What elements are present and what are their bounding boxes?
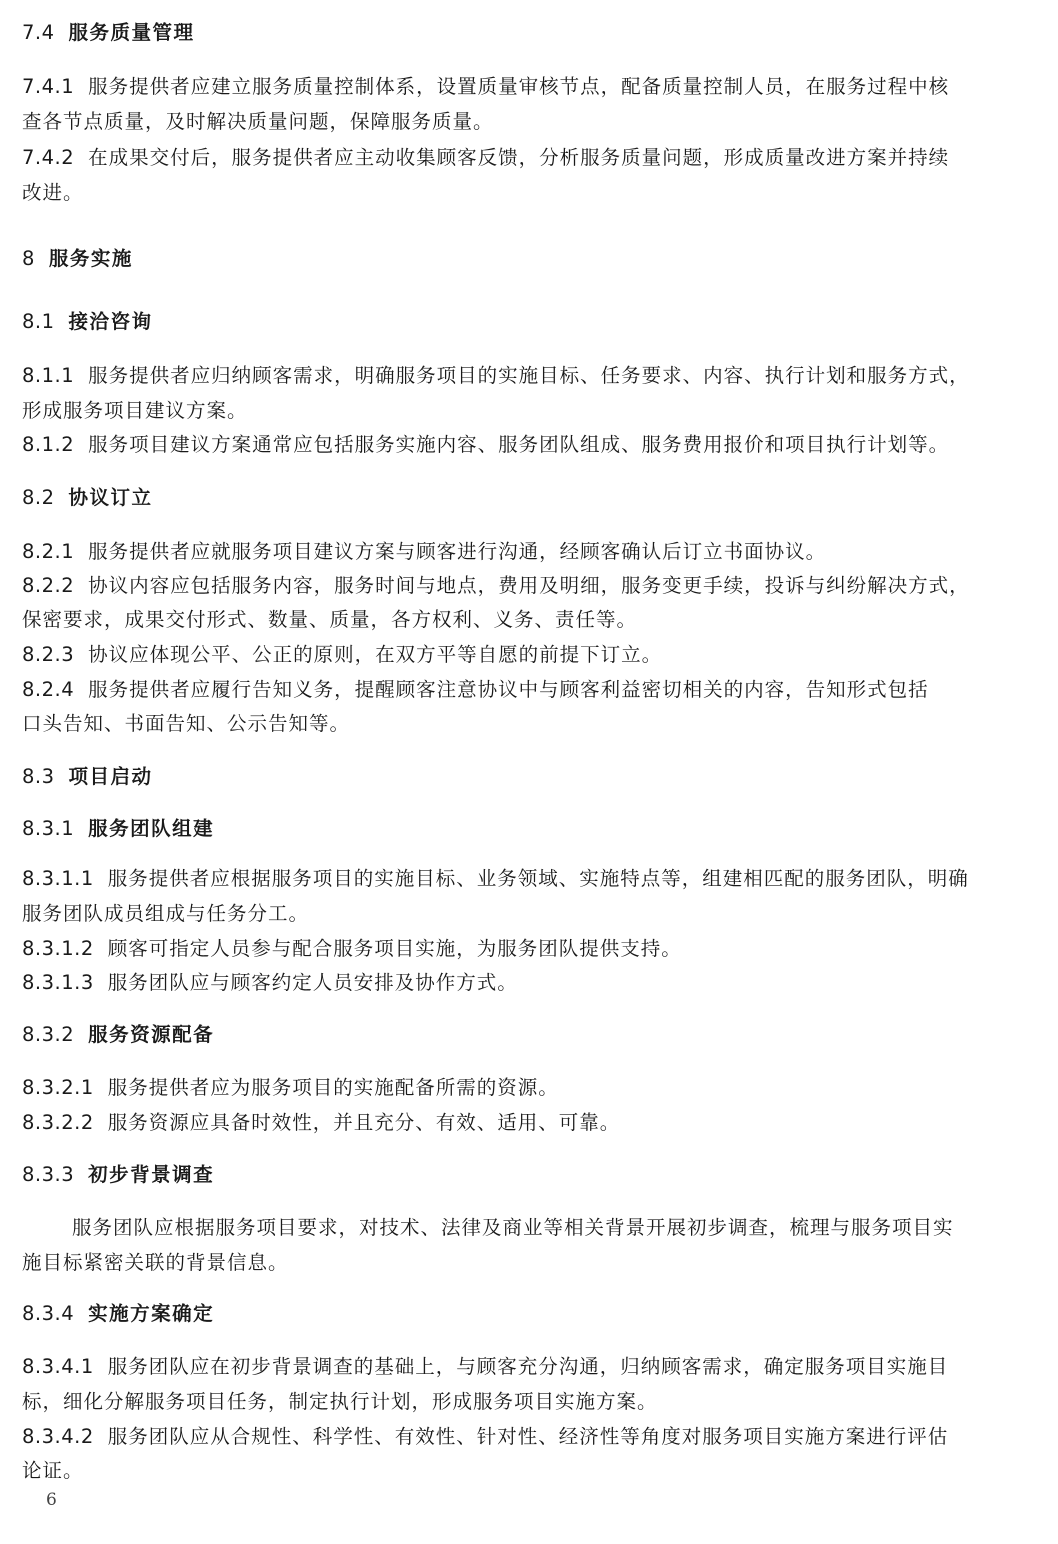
clause-number: 7.4.1	[22, 75, 75, 98]
paragraph-line	[22, 432, 1036, 458]
line-text: 服务质量管理	[68, 21, 195, 44]
paragraph-line	[22, 573, 1036, 599]
clause-number: 8.3.2.1	[22, 1076, 94, 1099]
line-text: 服务项目建议方案通常应包括服务实施内容、服务团队组成、服务费用报价和项目执行计划等。	[88, 433, 950, 456]
section-heading	[22, 764, 1036, 790]
paragraph-line	[22, 936, 1036, 962]
clause-number: 8.3	[22, 765, 55, 788]
line-text: 初步背景调查	[88, 1163, 215, 1186]
line-text: 协议内容应包括服务内容，服务时间与地点，费用及明细，服务变更手续，投诉与纠纷解决方式，	[88, 574, 970, 597]
clause-number: 8.1	[22, 310, 55, 333]
section-heading	[22, 246, 1036, 272]
line-text: 查各节点质量，及时解决质量问题，保障服务质量。	[22, 110, 494, 133]
clause-number: 8.3.1.2	[22, 937, 94, 960]
line-text: 服务团队应在初步背景调查的基础上，与顾客充分沟通，归纳顾客需求，确定服务项目实施目	[107, 1355, 949, 1378]
paragraph-line	[22, 1250, 1036, 1276]
line-text: 口头告知、书面告知、公示告知等。	[22, 712, 351, 735]
paragraph-line	[72, 1215, 1036, 1241]
paragraph-line	[22, 1389, 1036, 1415]
line-text: 服务团队应从合规性、科学性、有效性、针对性、经济性等角度对服务项目实施方案进行评估	[107, 1425, 949, 1448]
paragraph-line	[22, 677, 1036, 703]
clause-number: 7.4	[22, 21, 55, 44]
line-text: 服务团队成员组成与任务分工。	[22, 902, 310, 925]
line-text: 协议应体现公平、公正的原则，在双方平等自愿的前提下订立。	[88, 643, 663, 666]
section-heading	[22, 485, 1036, 511]
clause-number: 8.2.3	[22, 643, 75, 666]
paragraph-line	[22, 363, 1036, 389]
line-text: 改进。	[22, 181, 84, 204]
line-text: 协议订立	[68, 486, 153, 509]
line-text: 服务团队组建	[88, 817, 215, 840]
line-text: 标，细化分解服务项目任务，制定执行计划，形成服务项目实施方案。	[22, 1390, 658, 1413]
paragraph-line	[22, 1424, 1036, 1450]
clause-number: 8.3.4.1	[22, 1355, 94, 1378]
line-text: 顾客可指定人员参与配合服务项目实施，为服务团队提供支持。	[107, 937, 682, 960]
clause-number: 8.2.4	[22, 678, 75, 701]
clause-number: 8.3.3	[22, 1163, 75, 1186]
line-text: 形成服务项目建议方案。	[22, 399, 248, 422]
clause-number: 8.3.1.1	[22, 867, 94, 890]
paragraph-line	[22, 74, 1036, 100]
paragraph-line	[22, 398, 1036, 424]
section-heading	[22, 1022, 1036, 1048]
paragraph-line	[22, 970, 1036, 996]
paragraph-line	[22, 109, 1036, 135]
clause-number: 8.2	[22, 486, 55, 509]
clause-number: 8.1.1	[22, 364, 75, 387]
paragraph-line	[22, 901, 1036, 927]
line-text: 论证。	[22, 1459, 84, 1482]
paragraph-line	[22, 1354, 1036, 1380]
line-text: 服务提供者应根据服务项目的实施目标、业务领域、实施特点等，组建相匹配的服务团队，明确	[107, 867, 969, 890]
section-heading	[22, 816, 1036, 842]
line-text: 服务提供者应履行告知义务，提醒顾客注意协议中与顾客利益密切相关的内容，告知形式包括	[88, 678, 929, 701]
paragraph-line	[22, 607, 1036, 633]
section-heading	[22, 1301, 1036, 1327]
paragraph-line	[22, 866, 1036, 892]
clause-number: 7.4.2	[22, 146, 75, 169]
line-text: 接洽咨询	[68, 310, 153, 333]
clause-number: 8.3.2.2	[22, 1111, 94, 1134]
line-text: 服务提供者应建立服务质量控制体系，设置质量审核节点，配备质量控制人员，在服务过程中核	[88, 75, 950, 98]
line-text: 保密要求，成果交付形式、数量、质量，各方权利、义务、责任等。	[22, 608, 638, 631]
line-text: 服务提供者应归纳顾客需求，明确服务项目的实施目标、任务要求、内容、执行计划和服务方式，	[88, 364, 970, 387]
line-text: 服务提供者应为服务项目的实施配备所需的资源。	[107, 1076, 559, 1099]
line-text: 项目启动	[68, 765, 153, 788]
paragraph-line	[22, 711, 1036, 737]
section-heading	[22, 1162, 1036, 1188]
section-heading	[22, 20, 1036, 46]
paragraph-line	[22, 1110, 1036, 1136]
page-number: 6	[46, 1490, 57, 1510]
clause-number: 8	[22, 247, 35, 270]
paragraph-line	[22, 642, 1036, 668]
clause-number: 8.2.2	[22, 574, 75, 597]
line-text: 服务提供者应就服务项目建议方案与顾客进行沟通，经顾客确认后订立书面协议。	[88, 540, 827, 563]
clause-number: 8.3.2	[22, 1023, 75, 1046]
line-text: 服务实施	[48, 247, 133, 270]
line-text: 服务团队应根据服务项目要求，对技术、法律及商业等相关背景开展初步调查，梳理与服务项目实	[72, 1216, 954, 1239]
line-text: 服务团队应与顾客约定人员安排及协作方式。	[107, 971, 518, 994]
section-heading	[22, 309, 1036, 335]
clause-number: 8.3.4	[22, 1302, 75, 1325]
clause-number: 8.3.1	[22, 817, 75, 840]
line-text: 服务资源应具备时效性，并且充分、有效、适用、可靠。	[107, 1111, 621, 1134]
line-text: 在成果交付后，服务提供者应主动收集顾客反馈，分析服务质量问题，形成质量改进方案并持续	[88, 146, 950, 169]
clause-number: 8.3.1.3	[22, 971, 94, 994]
line-text: 服务资源配备	[88, 1023, 215, 1046]
paragraph-line	[22, 1075, 1036, 1101]
paragraph-line	[22, 539, 1036, 565]
paragraph-line	[22, 180, 1036, 206]
clause-number: 8.2.1	[22, 540, 75, 563]
line-text: 实施方案确定	[88, 1302, 215, 1325]
clause-number: 8.3.4.2	[22, 1425, 94, 1448]
paragraph-line	[22, 145, 1036, 171]
paragraph-line	[22, 1458, 1036, 1484]
line-text: 施目标紧密关联的背景信息。	[22, 1251, 289, 1274]
clause-number: 8.1.2	[22, 433, 75, 456]
